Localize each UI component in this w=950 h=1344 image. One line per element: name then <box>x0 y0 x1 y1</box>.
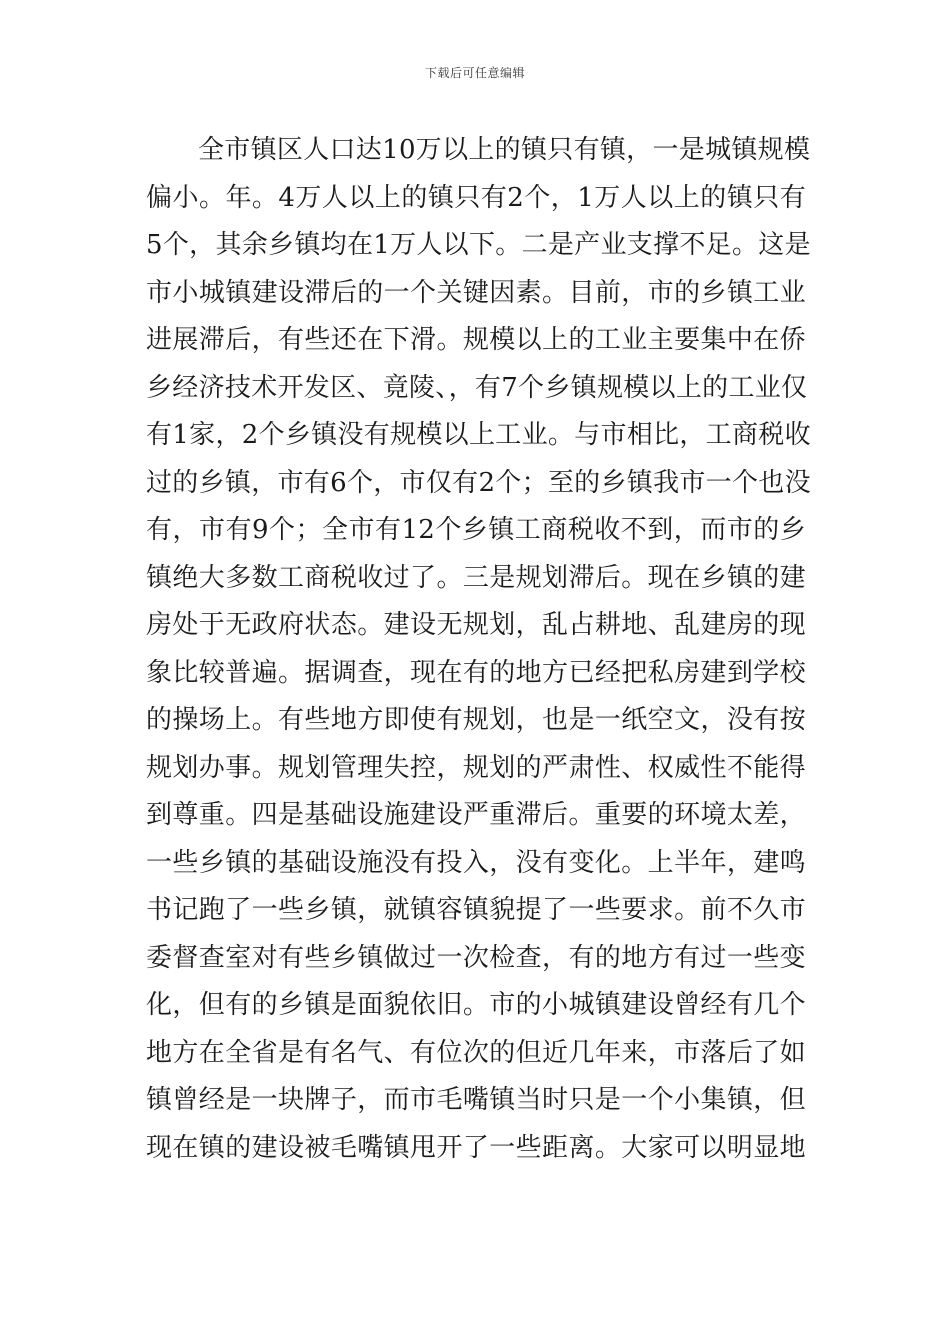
text-line: 偏小。年。4万人以上的镇只有2个，1万人以上的镇只有 <box>146 182 806 213</box>
text-line: 象比较普遍。据调查，现在有的地方已经把私房建到学校 <box>146 657 806 688</box>
text-line: 书记跑了一些乡镇，就镇容镇貌提了一些要求。前不久市 <box>146 895 806 925</box>
text-line: 有1家，2个乡镇没有规模以上工业。与市相比，工商税收 <box>146 420 811 450</box>
text-line: 的操场上。有些地方即使有规划，也是一纸空文，没有按 <box>146 705 806 735</box>
text-line: 市小城镇建设滞后的一个关键因素。目前，市的乡镇工业 <box>146 277 806 308</box>
text-line: 进展滞后，有些还在下滑。规模以上的工业主要集中在侨 <box>146 325 806 355</box>
text-line: 现在镇的建设被毛嘴镇甩开了一些距离。大家可以明显地 <box>146 1132 806 1163</box>
page-header: 下载后可任意编辑 <box>424 66 525 80</box>
text-line: 乡经济技术开发区、竟陵、，有7个乡镇规模以上的工业仅 <box>146 372 808 403</box>
text-line: 地方在全省是有名气、有位次的但近几年来，市落后了如 <box>146 1037 806 1068</box>
text-line: 镇绝大多数工商税收过了。三是规划滞后。现在乡镇的建 <box>146 562 806 593</box>
text-line: 化，但有的乡镇是面貌依旧。市的小城镇建设曾经有几个 <box>146 990 806 1020</box>
text-line: 镇曾经是一块牌子，而市毛嘴镇当时只是一个小集镇，但 <box>146 1085 806 1115</box>
text-line: 规划办事。规划管理失控，规划的严肃性、权威性不能得 <box>146 752 806 783</box>
text-line: 到尊重。四是基础设施建设严重滞后。重要的环境太差， <box>146 800 806 830</box>
text-line: 5个，其余乡镇均在1万人以下。二是产业支撑不足。这是 <box>146 230 811 260</box>
text-line: 过的乡镇，市有6个，市仅有2个；至的乡镇我市一个也没 <box>146 467 811 498</box>
text-line: 全市镇区人口达10万以上的镇只有镇，一是城镇规模 <box>198 135 811 165</box>
text-line: 有，市有9个；全市有12个乡镇工商税收不到，而市的乡 <box>146 515 806 545</box>
text-line: 一些乡镇的基础设施没有投入，没有变化。上半年，建鸣 <box>146 847 806 878</box>
body-paragraph <box>146 127 811 1172</box>
text-line: 房处于无政府状态。建设无规划，乱占耕地、乱建房的现 <box>146 610 806 640</box>
text-line: 委督查室对有些乡镇做过一次检查，有的地方有过一些变 <box>146 942 806 973</box>
